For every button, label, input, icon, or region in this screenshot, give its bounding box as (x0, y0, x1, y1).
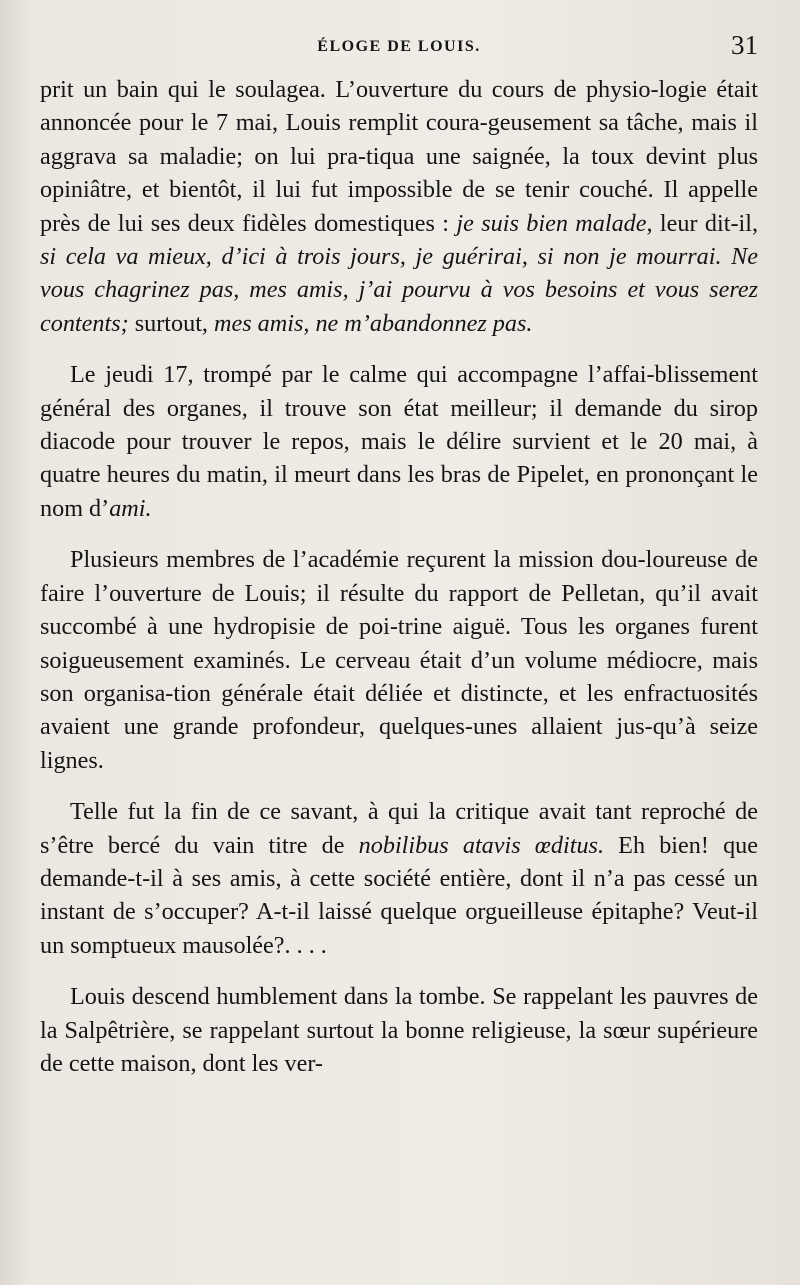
body-text (40, 73, 758, 1098)
paragraph-4 (40, 795, 758, 962)
text-segment: prit un bain qui le soulagea. L’ouverture du cours de physio-logie était annoncée pour le 7 mai, Louis remplit coura-geusement sa tâche, mais il aggrava sa maladie; on lui pra-tiqua une saignée, la toux devint plus opiniâtre, et bientôt, il lui fut impossible de se tenir couché. Il appelle près de lui ses deux fidèles domestiques : (40, 76, 758, 237)
text-segment: surtout, (128, 309, 215, 337)
page-number: 31 (731, 30, 758, 60)
text-segment: Louis descend humblement dans la tombe. Se rappelant les pauvres de la Salpêtrière, se rappelant surtout la bonne religieuse, la sœur supérieure de cette maison, dont les ver- (40, 983, 758, 1077)
page-header (40, 30, 758, 68)
paragraph-2 (40, 358, 758, 525)
text-segment: Eh bien! que demande-t-il à ses amis, à cette société entière, dont il n’a pas cessé un instant de s’occuper? A-t-il laissé quelque orgueilleuse épitaphe? Veut-il un somptueux mausolée?. . . . (40, 831, 758, 959)
text-segment: Le jeudi 17, trompé par le calme qui accompagne l’affai-blissement général des organes, il trouve son état meilleur; il demande du sirop diacode pour trouver le repos, mais le délire survient et le 20 mai, à quatre heures du matin, il meurt dans les bras de Pipelet, en prononçant le nom d’ (40, 361, 758, 522)
running-title: ÉLOGE DE LOUIS. (317, 38, 481, 55)
paragraph-3 (40, 543, 758, 777)
italic-text-segment: nobilibus atavis œditus. (358, 831, 605, 859)
paragraph-1 (40, 73, 758, 340)
paragraph-5 (40, 980, 758, 1080)
text-segment: , leur dit-il, (646, 209, 758, 237)
text-segment: Plusieurs membres de l’académie reçurent la mission dou-loureuse de faire l’ouverture de Louis; il résulte du rapport de Pelletan, qu’il avait succombé à une hydropisie de poi-trine aiguë. Tous les organes furent soigueusement examinés. Le cerveau était d’un volume médiocre, mais son organisa-tion générale était déliée et distincte, et les enfractuosités avaient une grande profondeur, quelques-unes allaient jus-qu’à seize lignes. (40, 546, 758, 774)
italic-text-segment: ami. (109, 494, 152, 522)
italic-text-segment: si cela va mieux, d’ici à trois jours, je guérirai, si non je mourrai. Ne vous chagrinez pas, mes amis, j’ai pourvu à vos besoins et vous serez contents; (40, 243, 758, 337)
text-segment: Telle fut la fin de ce savant, à qui la critique avait tant reproché de s’être bercé du vain titre de (40, 798, 758, 859)
italic-text-segment: mes amis, ne m’abandonnez pas. (214, 309, 533, 337)
italic-text-segment: je suis bien malade (456, 209, 647, 237)
